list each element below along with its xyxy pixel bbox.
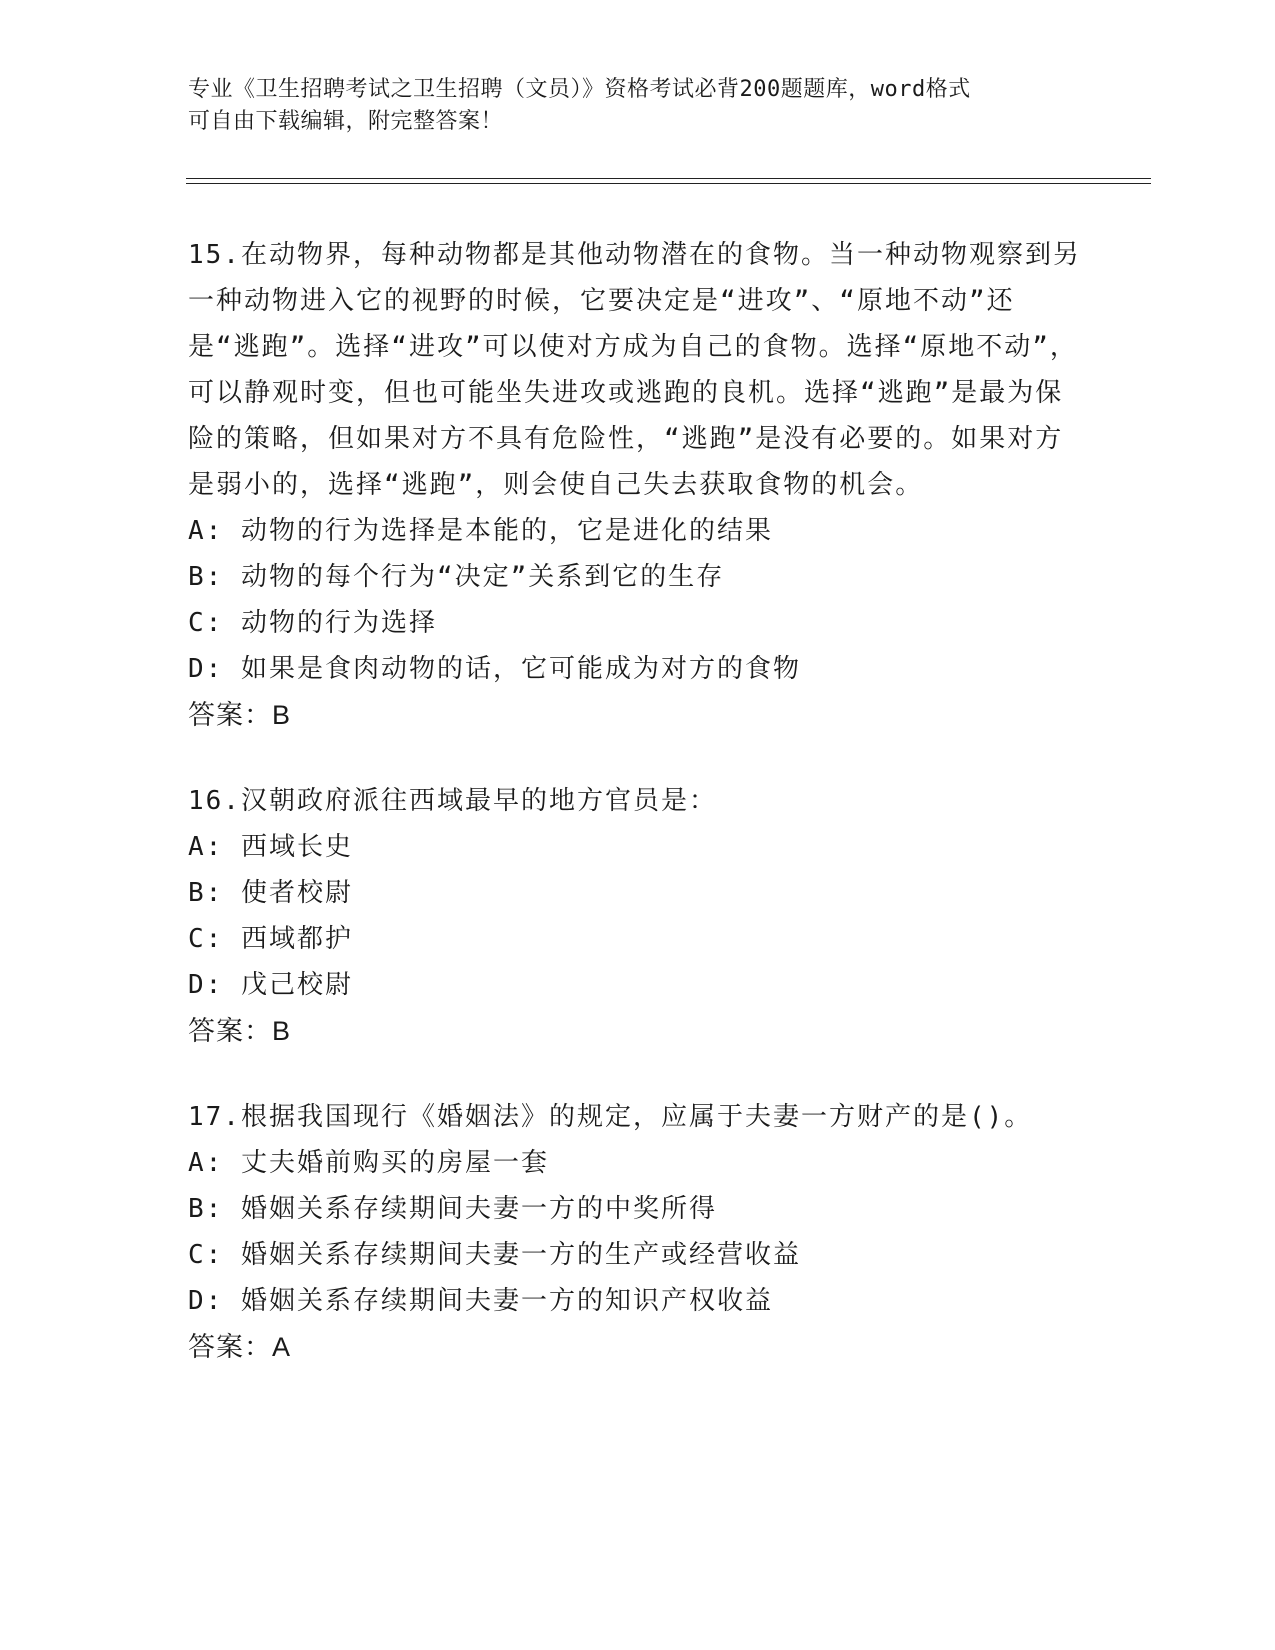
option-d: D: 如果是食肉动物的话，它可能成为对方的食物	[188, 654, 801, 684]
question-stem: 16.汉朝政府派往西域最早的地方官员是：	[188, 786, 717, 816]
question-15	[188, 232, 1088, 738]
option-b: B: 动物的每个行为“决定”关系到它的生存	[188, 562, 725, 592]
answer-line: 答案：A	[188, 1332, 292, 1362]
answer-line: 答案：B	[188, 1016, 292, 1046]
option-a: A: 动物的行为选择是本能的，它是进化的结果	[188, 516, 773, 546]
option-b: B: 婚姻关系存续期间夫妻一方的中奖所得	[188, 1194, 717, 1224]
question-17	[188, 1094, 1088, 1370]
option-d: D: 婚姻关系存续期间夫妻一方的知识产权收益	[188, 1286, 773, 1316]
question-stem: 17.根据我国现行《婚姻法》的规定，应属于夫妻一方财产的是()。	[188, 1102, 1033, 1132]
option-c: C: 婚姻关系存续期间夫妻一方的生产或经营收益	[188, 1240, 801, 1270]
option-a: A: 西域长史	[188, 832, 353, 862]
header-line-2: 可自由下载编辑，附完整答案！	[188, 109, 504, 134]
option-d: D: 戊己校尉	[188, 970, 353, 1000]
option-c: C: 西域都护	[188, 924, 353, 954]
document-header	[188, 74, 1068, 138]
option-a: A: 丈夫婚前购买的房屋一套	[188, 1148, 549, 1178]
option-b: B: 使者校尉	[188, 878, 353, 908]
question-stem: 15.在动物界，每种动物都是其他动物潜在的食物。当一种动物观察到另一种动物进入它的视野的时候，它要决定是“进攻”、“原地不动”还是“逃跑”。选择“进攻”可以使对方成为自己的食物。选择“原地不动”，可以静观时变，但也可能坐失进攻或逃跑的良机。选择“逃跑”是最为保险的策略，但如果对方不具有危险性，“逃跑”是没有必要的。如果对方是弱小的，选择“逃跑”，则会使自己失去获取食物的机会。	[188, 240, 1081, 500]
answer-line: 答案：B	[188, 700, 292, 730]
question-16	[188, 778, 1088, 1054]
option-c: C: 动物的行为选择	[188, 608, 437, 638]
header-divider-top	[186, 178, 1151, 179]
header-line-1: 专业《卫生招聘考试之卫生招聘（文员）》资格考试必背200题题库，word格式	[188, 77, 971, 102]
question-list	[188, 232, 1088, 1410]
header-divider-bottom	[186, 183, 1151, 184]
